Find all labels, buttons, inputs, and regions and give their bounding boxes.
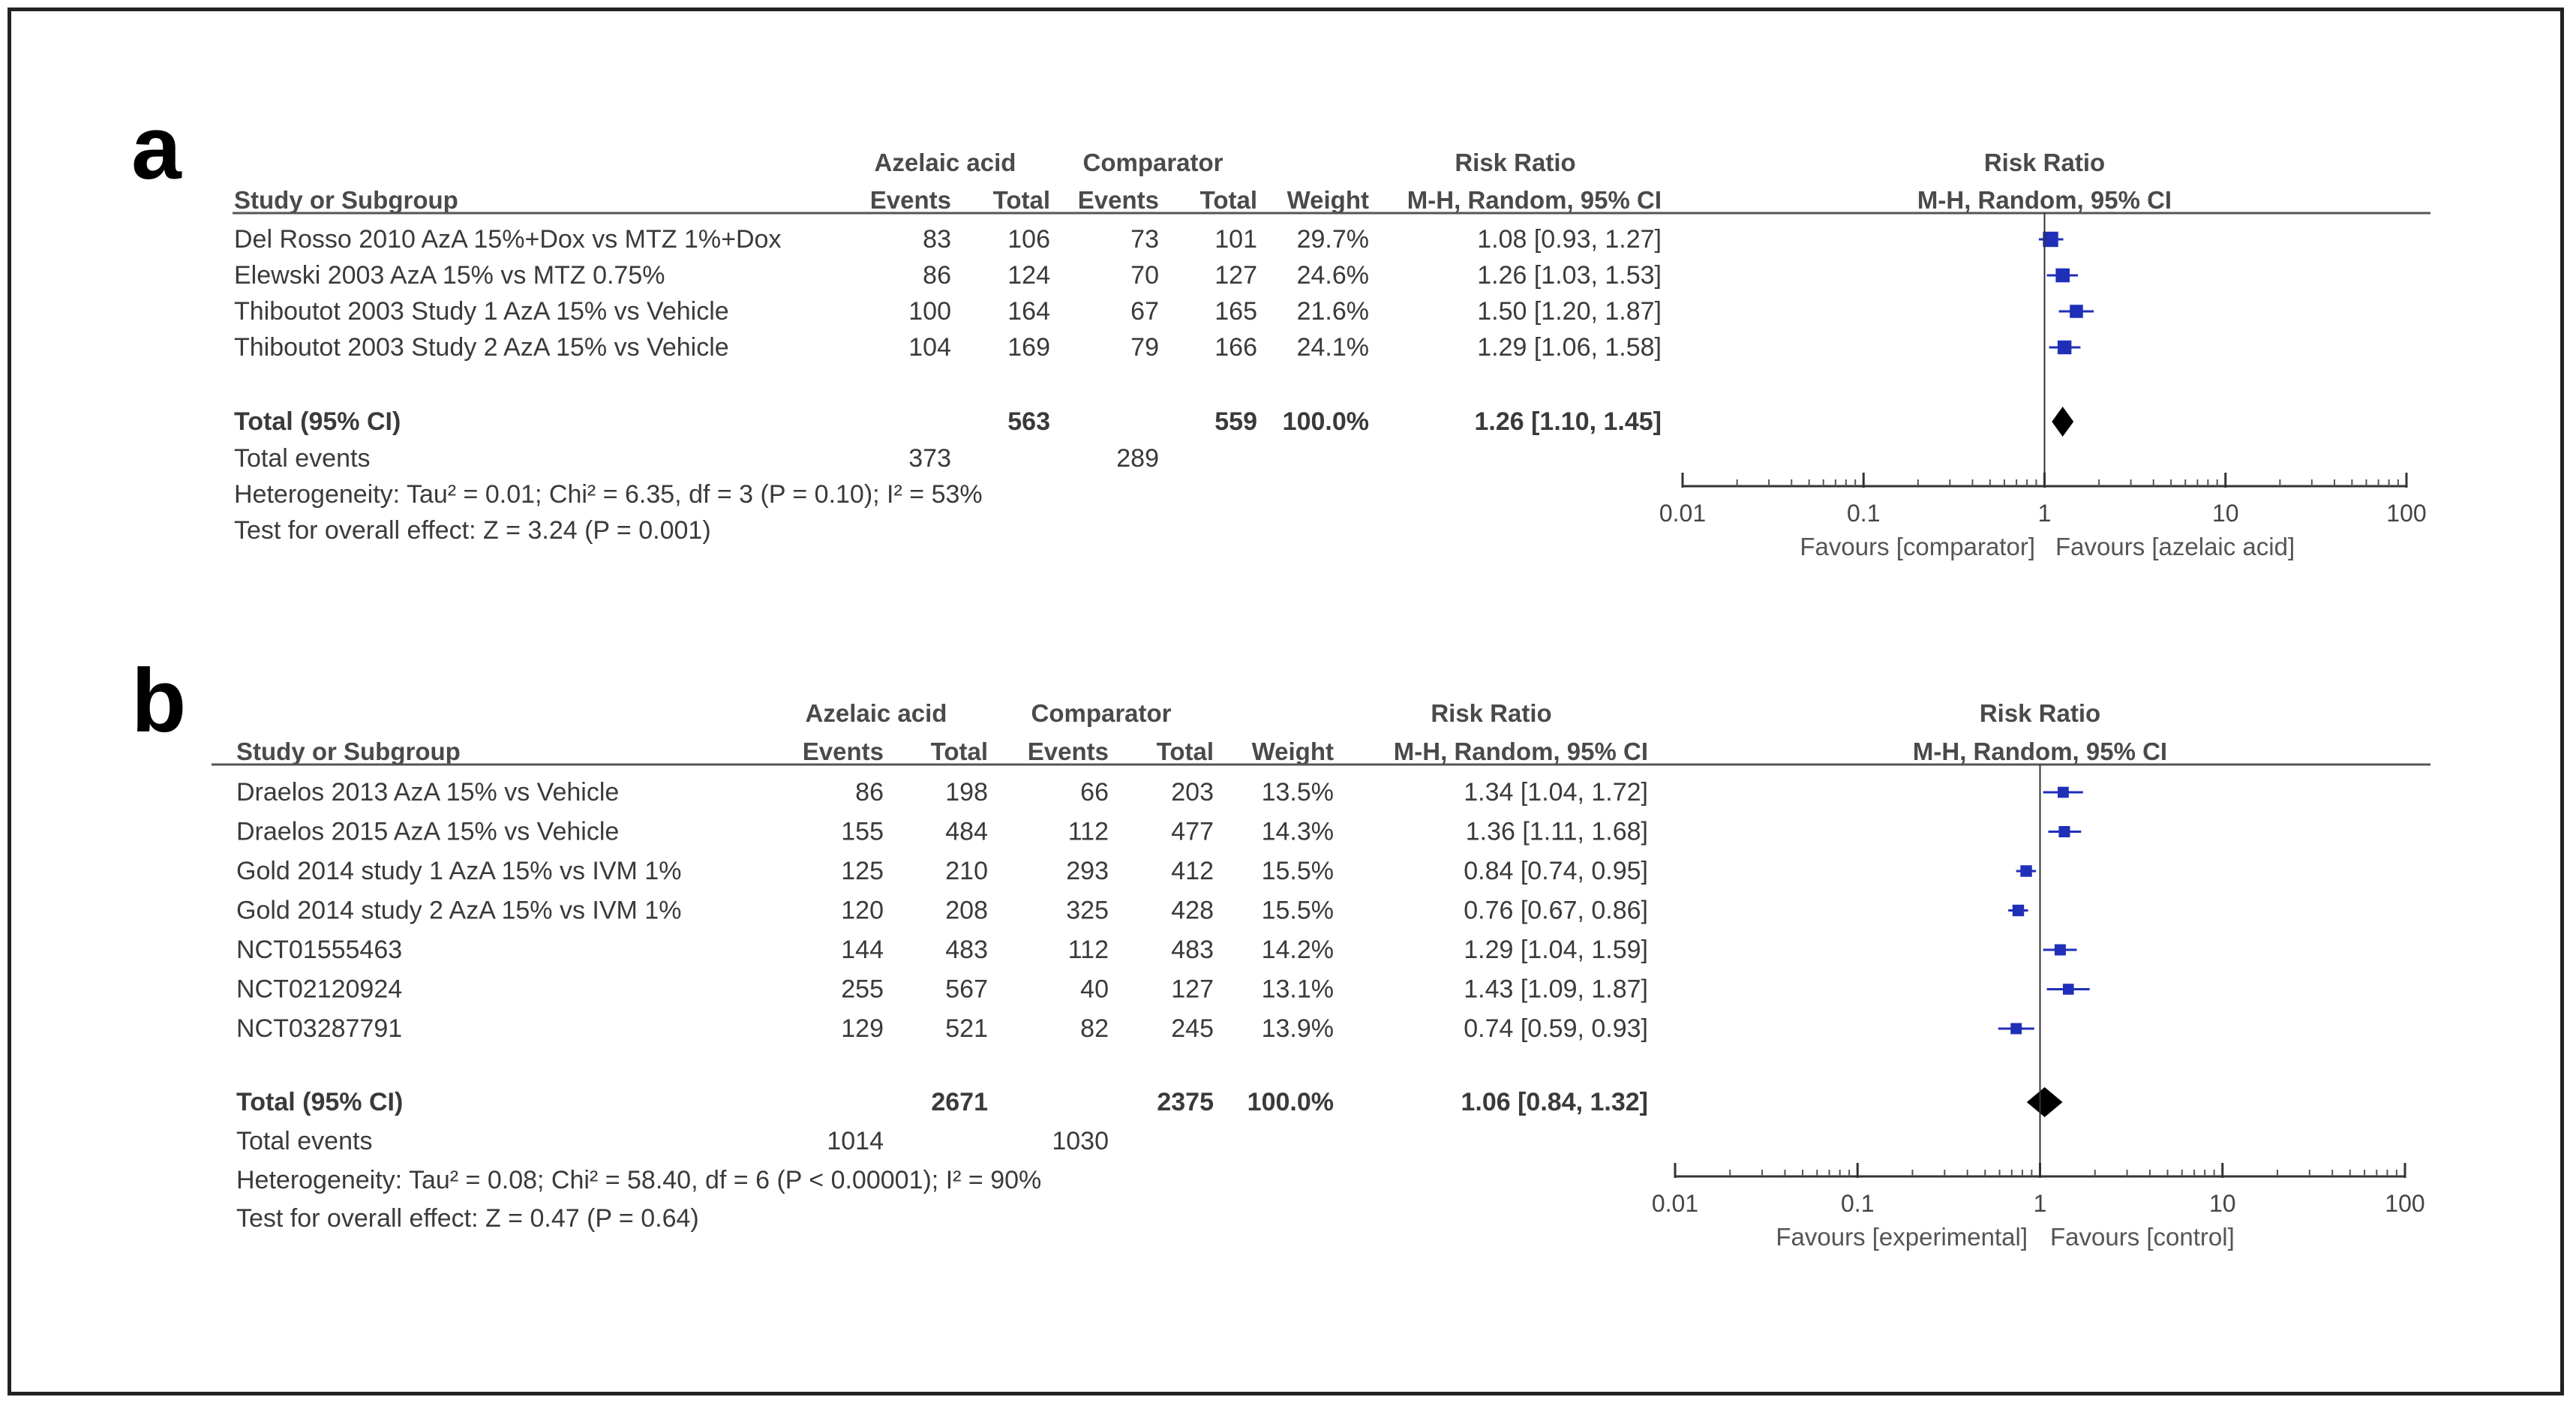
study-weight: 13.1%: [1261, 975, 1334, 1004]
total-azelaic: 124: [1007, 261, 1050, 290]
events-azelaic: 83: [923, 225, 951, 254]
total-comparator: 166: [1214, 333, 1257, 362]
effect-marker: [2055, 269, 2070, 283]
x-tick-label: 10: [2208, 1190, 2236, 1217]
header-group-azelaic: Azelaic acid: [805, 699, 947, 727]
overall-effect-text: Test for overall effect: Z = 3.24 (P = 0.001): [234, 516, 711, 545]
total-comparator: 101: [1214, 225, 1257, 254]
header-rr-method: M-H, Random, 95% CI: [1393, 738, 1648, 765]
events-azelaic: 255: [841, 975, 884, 1004]
study-name: NCT01555463: [236, 936, 403, 964]
study-weight: 29.7%: [1296, 225, 1369, 254]
study-risk-ratio-ci: 1.34 [1.04, 1.72]: [1464, 778, 1648, 807]
events-comparator: 66: [1080, 778, 1109, 807]
total-weight: 100.0%: [1247, 1088, 1334, 1116]
favours-left-label: Favours [comparator]: [1800, 533, 2035, 560]
header-total-comparator: Total: [1199, 186, 1257, 214]
study-risk-ratio-ci: 1.43 [1.09, 1.87]: [1464, 975, 1648, 1004]
study-weight: 14.2%: [1261, 936, 1334, 964]
study-name: Gold 2014 study 2 AzA 15% vs IVM 1%: [236, 896, 682, 925]
study-weight: 14.3%: [1261, 817, 1334, 846]
x-tick-label: 0.1: [1841, 1190, 1875, 1217]
total-azelaic-n: 2671: [931, 1088, 988, 1116]
study-name: Gold 2014 study 1 AzA 15% vs IVM 1%: [236, 857, 682, 885]
total-comparator: 477: [1171, 817, 1214, 846]
total-comparator: 127: [1171, 975, 1214, 1004]
effect-marker: [2058, 787, 2069, 798]
events-azelaic: 155: [841, 817, 884, 846]
header-plot-method: M-H, Random, 95% CI: [1917, 186, 2172, 214]
study-weight: 15.5%: [1261, 857, 1334, 885]
header-total-comparator: Total: [1156, 738, 1214, 765]
events-azelaic: 104: [908, 333, 951, 362]
panel-label: a: [131, 98, 182, 198]
study-risk-ratio-ci: 1.50 [1.20, 1.87]: [1477, 297, 1662, 326]
x-tick-label: 100: [2385, 1190, 2425, 1217]
total-label: Total (95% CI): [236, 1088, 404, 1116]
pooled-diamond: [2052, 407, 2073, 437]
effect-marker: [2020, 865, 2031, 876]
header-events-azelaic: Events: [802, 738, 884, 765]
total-azelaic: 164: [1007, 297, 1050, 326]
events-azelaic: 100: [908, 297, 951, 326]
x-tick-label: 10: [2211, 500, 2239, 527]
x-tick-label: 100: [2386, 500, 2427, 527]
total-azelaic: 567: [945, 975, 988, 1004]
header-events-comparator: Events: [1077, 186, 1159, 214]
study-name: NCT03287791: [236, 1014, 403, 1043]
total-azelaic: 484: [945, 817, 988, 846]
study-name: Del Rosso 2010 AzA 15%+Dox vs MTZ 1%+Dox: [234, 225, 782, 254]
header-weight: Weight: [1286, 186, 1369, 214]
events-comparator: 73: [1130, 225, 1159, 254]
header-events-azelaic: Events: [869, 186, 951, 214]
favours-right-label: Favours [azelaic acid]: [2055, 533, 2295, 560]
total-comparator-n: 559: [1214, 407, 1257, 436]
effect-marker: [2070, 305, 2083, 318]
x-tick-label: 0.01: [1659, 500, 1707, 527]
total-comparator: 127: [1214, 261, 1257, 290]
study-weight: 24.1%: [1296, 333, 1369, 362]
pooled-diamond: [2027, 1087, 2063, 1117]
study-risk-ratio-ci: 1.08 [0.93, 1.27]: [1477, 225, 1662, 254]
total-events-azelaic: 1014: [827, 1127, 884, 1155]
total-events-label: Total events: [236, 1127, 373, 1155]
events-comparator: 70: [1130, 261, 1159, 290]
effect-marker: [2058, 341, 2071, 354]
events-comparator: 293: [1066, 857, 1109, 885]
total-azelaic: 198: [945, 778, 988, 807]
panel-label: b: [131, 650, 187, 751]
total-risk-ratio-ci: 1.26 [1.10, 1.45]: [1474, 407, 1662, 436]
header-group-comparator: Comparator: [1031, 699, 1172, 727]
total-events-comparator: 289: [1116, 444, 1159, 473]
study-risk-ratio-ci: 1.29 [1.06, 1.58]: [1477, 333, 1662, 362]
study-weight: 15.5%: [1261, 896, 1334, 925]
events-comparator: 79: [1130, 333, 1159, 362]
study-name: NCT02120924: [236, 975, 403, 1004]
events-azelaic: 120: [841, 896, 884, 925]
events-comparator: 325: [1066, 896, 1109, 925]
header-study: Study or Subgroup: [234, 186, 458, 214]
effect-marker: [2055, 945, 2066, 956]
study-name: Elewski 2003 AzA 15% vs MTZ 0.75%: [234, 261, 665, 290]
total-comparator: 412: [1171, 857, 1214, 885]
header-plot-risk-ratio: Risk Ratio: [1983, 149, 2106, 176]
total-comparator: 203: [1171, 778, 1214, 807]
study-risk-ratio-ci: 0.84 [0.74, 0.95]: [1464, 857, 1648, 885]
events-azelaic: 129: [841, 1014, 884, 1043]
header-weight: Weight: [1251, 738, 1334, 765]
study-name: Draelos 2013 AzA 15% vs Vehicle: [236, 778, 620, 807]
total-azelaic: 208: [945, 896, 988, 925]
panel-b: [131, 650, 2430, 1251]
effect-marker: [2013, 905, 2024, 916]
header-risk-ratio: Risk Ratio: [1431, 699, 1552, 727]
total-azelaic: 210: [945, 857, 988, 885]
study-risk-ratio-ci: 0.76 [0.67, 0.86]: [1464, 896, 1648, 925]
total-azelaic: 521: [945, 1014, 988, 1043]
study-weight: 24.6%: [1296, 261, 1369, 290]
events-azelaic: 144: [841, 936, 884, 964]
header-group-comparator: Comparator: [1082, 149, 1223, 176]
study-name: Thiboutot 2003 Study 1 AzA 15% vs Vehicle: [234, 297, 729, 326]
total-azelaic: 106: [1007, 225, 1050, 254]
heterogeneity-text: Heterogeneity: Tau² = 0.08; Chi² = 58.40, df = 6 (P < 0.00001); I² = 90%: [236, 1166, 1042, 1194]
study-weight: 13.9%: [1261, 1014, 1334, 1043]
header-study: Study or Subgroup: [236, 738, 461, 765]
events-comparator: 67: [1130, 297, 1159, 326]
header-events-comparator: Events: [1027, 738, 1109, 765]
total-azelaic: 483: [945, 936, 988, 964]
total-azelaic-n: 563: [1007, 407, 1050, 436]
total-events-label: Total events: [234, 444, 371, 473]
study-name: Thiboutot 2003 Study 2 AzA 15% vs Vehicle: [234, 333, 729, 362]
study-risk-ratio-ci: 0.74 [0.59, 0.93]: [1464, 1014, 1648, 1043]
effect-marker: [2063, 984, 2074, 995]
total-azelaic: 169: [1007, 333, 1050, 362]
total-risk-ratio-ci: 1.06 [0.84, 1.32]: [1461, 1088, 1648, 1116]
header-risk-ratio: Risk Ratio: [1455, 149, 1576, 176]
total-weight: 100.0%: [1282, 407, 1369, 436]
study-weight: 13.5%: [1261, 778, 1334, 807]
header-group-azelaic: Azelaic acid: [874, 149, 1016, 176]
favours-left-label: Favours [experimental]: [1776, 1223, 2028, 1251]
x-tick-label: 1: [2037, 500, 2052, 527]
x-tick-label: 0.01: [1651, 1190, 1699, 1217]
total-comparator: 483: [1171, 936, 1214, 964]
total-comparator-n: 2375: [1157, 1088, 1214, 1116]
header-plot-risk-ratio: Risk Ratio: [1979, 699, 2101, 727]
events-comparator: 112: [1067, 817, 1109, 846]
heterogeneity-text: Heterogeneity: Tau² = 0.01; Chi² = 6.35, df = 3 (P = 0.10); I² = 53%: [234, 480, 983, 509]
events-comparator: 82: [1080, 1014, 1109, 1043]
header-total-azelaic: Total: [930, 738, 988, 765]
events-comparator: 40: [1080, 975, 1109, 1004]
header-total-azelaic: Total: [992, 186, 1050, 214]
effect-marker: [2058, 826, 2070, 837]
study-risk-ratio-ci: 1.29 [1.04, 1.59]: [1464, 936, 1648, 964]
events-azelaic: 86: [923, 261, 951, 290]
study-weight: 21.6%: [1296, 297, 1369, 326]
total-comparator: 245: [1171, 1014, 1214, 1043]
study-risk-ratio-ci: 1.26 [1.03, 1.53]: [1477, 261, 1662, 290]
total-events-azelaic: 373: [908, 444, 951, 473]
x-tick-label: 0.1: [1847, 500, 1881, 527]
total-comparator: 165: [1214, 297, 1257, 326]
events-comparator: 112: [1067, 936, 1109, 964]
header-plot-method: M-H, Random, 95% CI: [1912, 738, 2168, 765]
total-label: Total (95% CI): [234, 407, 401, 436]
effect-marker: [2010, 1023, 2022, 1035]
study-name: Draelos 2015 AzA 15% vs Vehicle: [236, 817, 620, 846]
header-rr-method: M-H, Random, 95% CI: [1407, 186, 1662, 214]
total-events-comparator: 1030: [1052, 1127, 1109, 1155]
panel-a: [131, 98, 2430, 560]
favours-right-label: Favours [control]: [2050, 1223, 2235, 1251]
study-risk-ratio-ci: 1.36 [1.11, 1.68]: [1465, 817, 1648, 846]
total-comparator: 428: [1171, 896, 1214, 925]
events-azelaic: 86: [855, 778, 884, 807]
events-azelaic: 125: [841, 857, 884, 885]
overall-effect-text: Test for overall effect: Z = 0.47 (P = 0.64): [236, 1204, 699, 1233]
x-tick-label: 1: [2033, 1190, 2047, 1217]
